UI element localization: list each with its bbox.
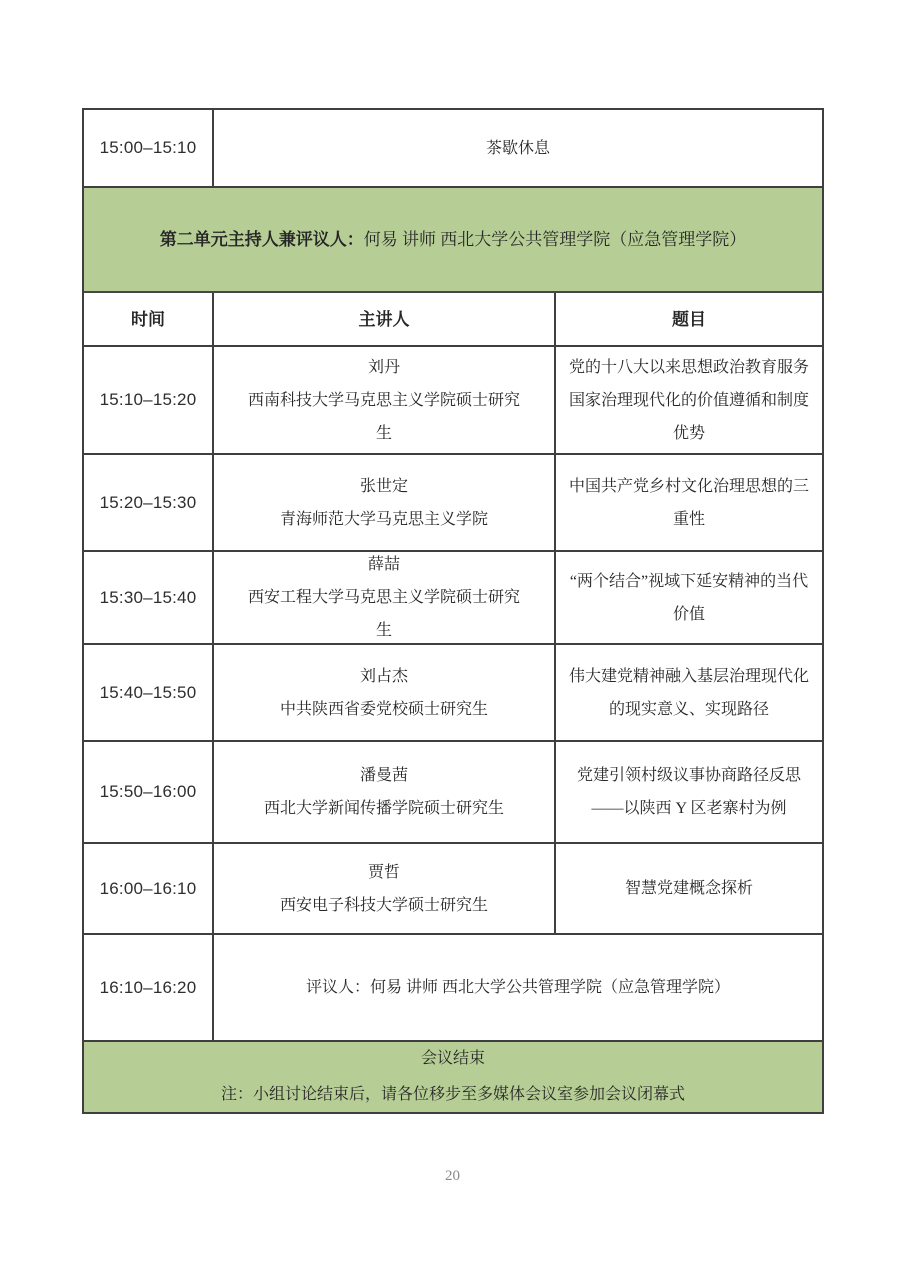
tea-break-row bbox=[84, 110, 822, 188]
session-row bbox=[84, 552, 822, 645]
unit2-banner-lead: 第二单元主持人兼评议人： bbox=[159, 230, 364, 249]
session-topic-cell bbox=[556, 347, 822, 453]
session-time-cell bbox=[84, 742, 214, 842]
header-speaker-cell bbox=[214, 293, 556, 345]
session-topic: 党的十八大以来思想政治教育服务国家治理现代化的价值遵循和制度优势 bbox=[568, 358, 809, 442]
closing-banner-note: 注：小组讨论结束后，请各位移步至多媒体会议室参加会议闭幕式 bbox=[220, 1086, 685, 1103]
session-row bbox=[84, 347, 822, 455]
speaker-name: 张世定 bbox=[359, 477, 408, 495]
speaker-affiliation: 青海师范大学马克思主义学院 bbox=[279, 510, 488, 528]
speaker-name: 薛喆 bbox=[367, 556, 400, 573]
speaker-name: 刘丹 bbox=[367, 358, 400, 376]
table-header-row bbox=[84, 293, 822, 347]
session-speaker-cell bbox=[214, 455, 556, 550]
session-time-cell bbox=[84, 455, 214, 550]
session-speaker-cell bbox=[214, 552, 556, 643]
tea-break-content-cell bbox=[214, 110, 822, 186]
session-time: 15:20–15:30 bbox=[99, 492, 197, 512]
session-speaker-cell bbox=[214, 347, 556, 453]
speaker-name: 刘占杰 bbox=[359, 667, 408, 685]
session-time: 16:00–16:10 bbox=[99, 878, 197, 898]
unit2-banner-moderator: 何易 讲师 西北大学公共管理学院（应急管理学院） bbox=[363, 230, 747, 249]
reviewer-text: 评议人：何易 讲师 西北大学公共管理学院（应急管理学院） bbox=[305, 979, 730, 996]
session-topic: 党建引领村级议事协商路径反思——以陕西 Y 区老寨村为例 bbox=[576, 767, 801, 817]
session-time-cell bbox=[84, 645, 214, 740]
tea-break-label: 茶歇休息 bbox=[485, 139, 550, 157]
reviewer-content-cell bbox=[214, 935, 822, 1040]
session-time-cell bbox=[84, 347, 214, 453]
speaker-affiliation: 西北大学新闻传播学院硕士研究生 bbox=[263, 800, 504, 817]
session-row bbox=[84, 844, 822, 935]
session-speaker-cell bbox=[214, 742, 556, 842]
tea-break-time: 15:00–15:10 bbox=[99, 138, 197, 157]
session-time: 15:10–15:20 bbox=[99, 390, 197, 409]
conference-schedule-table bbox=[82, 108, 824, 1114]
session-topic-cell bbox=[556, 844, 822, 933]
session-time: 15:50–16:00 bbox=[99, 782, 197, 801]
session-row bbox=[84, 742, 822, 844]
tea-break-time-cell bbox=[84, 110, 214, 186]
session-speaker-cell bbox=[214, 844, 556, 933]
speaker-name: 贾哲 bbox=[367, 863, 400, 881]
speaker-affiliation: 西安电子科技大学硕士研究生 bbox=[279, 896, 488, 914]
header-topic-cell bbox=[556, 293, 822, 345]
session-time: 15:40–15:50 bbox=[99, 682, 197, 702]
session-topic-cell bbox=[556, 645, 822, 740]
reviewer-time: 16:10–16:20 bbox=[99, 977, 197, 997]
session-time-cell bbox=[84, 844, 214, 933]
session-row bbox=[84, 455, 822, 552]
speaker-affiliation: 中共陕西省委党校硕士研究生 bbox=[279, 700, 488, 718]
header-speaker-label: 主讲人 bbox=[358, 309, 410, 329]
speaker-name: 潘曼茜 bbox=[359, 767, 408, 784]
speaker-affiliation: 西安工程大学马克思主义学院硕士研究生 bbox=[247, 589, 520, 639]
session-topic-cell bbox=[556, 455, 822, 550]
speaker-affiliation: 西南科技大学马克思主义学院硕士研究生 bbox=[247, 391, 520, 442]
header-topic-label: 题目 bbox=[672, 309, 706, 329]
closing-banner bbox=[84, 1042, 822, 1112]
session-topic-cell bbox=[556, 742, 822, 842]
session-speaker-cell bbox=[214, 645, 556, 740]
reviewer-time-cell bbox=[84, 935, 214, 1040]
header-time-label: 时间 bbox=[131, 309, 165, 329]
session-time-cell bbox=[84, 552, 214, 643]
session-topic: “两个结合”视域下延安精神的当代价值 bbox=[569, 572, 809, 623]
reviewer-row bbox=[84, 935, 822, 1042]
page-number: 20 bbox=[445, 1168, 460, 1184]
unit2-banner bbox=[84, 188, 822, 293]
session-topic-cell bbox=[556, 552, 822, 643]
session-topic: 中国共产党乡村文化治理思想的三重性 bbox=[568, 477, 809, 528]
session-topic: 智慧党建概念探析 bbox=[624, 880, 753, 897]
header-time-cell bbox=[84, 293, 214, 345]
session-time: 15:30–15:40 bbox=[99, 587, 197, 607]
closing-banner-title: 会议结束 bbox=[420, 1050, 485, 1067]
session-row bbox=[84, 645, 822, 742]
unit2-banner-text bbox=[160, 223, 747, 256]
session-topic: 伟大建党精神融入基层治理现代化的现实意义、实现路径 bbox=[568, 667, 809, 718]
